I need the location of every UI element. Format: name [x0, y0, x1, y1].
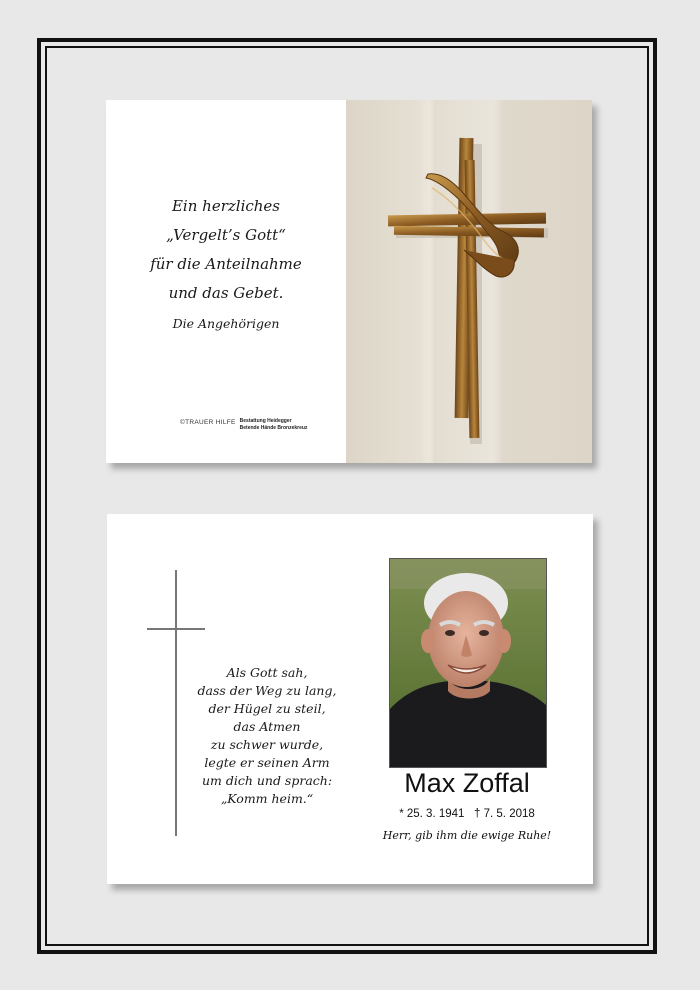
credit-lines	[240, 418, 308, 432]
poem-line: der Hügel zu steil,	[208, 701, 326, 716]
bronze-cross-praying-hands-icon	[346, 100, 592, 463]
portrait-photo	[389, 558, 547, 768]
trauerhilfe-logo: ©TRAUER HILFE	[180, 419, 236, 426]
deceased-name: Max Zoffal	[404, 768, 530, 798]
poem-line: „Komm heim.“	[220, 791, 314, 806]
signature: Die Angehörigen	[172, 316, 280, 331]
poem-line: Als Gott sah,	[226, 665, 308, 680]
credit-line: Bestattung Heidegger	[239, 418, 292, 424]
poem	[167, 664, 367, 808]
cross-icon-bar	[147, 628, 205, 630]
thanks-line: und das Gebet.	[168, 284, 284, 302]
poem-line: zu schwer wurde,	[210, 737, 324, 752]
life-dates	[357, 808, 577, 820]
poem-line: das Atmen	[233, 719, 301, 734]
poem-line: legte er seinen Arm	[204, 755, 330, 770]
birth-date: * 25. 3. 1941	[399, 808, 465, 820]
thanks-line: „Vergelt’s Gott“	[166, 226, 286, 244]
poem-line: dass der Weg zu lang,	[197, 683, 337, 698]
credit	[180, 418, 307, 438]
bronze-cross-photo	[346, 100, 592, 463]
thanks-line: für die Anteilnahme	[150, 255, 302, 273]
thanks-card	[106, 100, 592, 463]
credit-line: Betende Hände Bronzekreuz	[239, 425, 308, 431]
portrait-icon	[390, 559, 546, 767]
memorial-card	[107, 514, 593, 884]
poem-line: um dich und sprach:	[201, 773, 333, 788]
thanks-line: Ein herzliches	[171, 197, 281, 215]
death-date: † 7. 5. 2018	[474, 808, 535, 820]
thanks-text	[106, 192, 346, 331]
blessing: Herr, gib ihm die ewige Ruhe!	[382, 829, 552, 842]
